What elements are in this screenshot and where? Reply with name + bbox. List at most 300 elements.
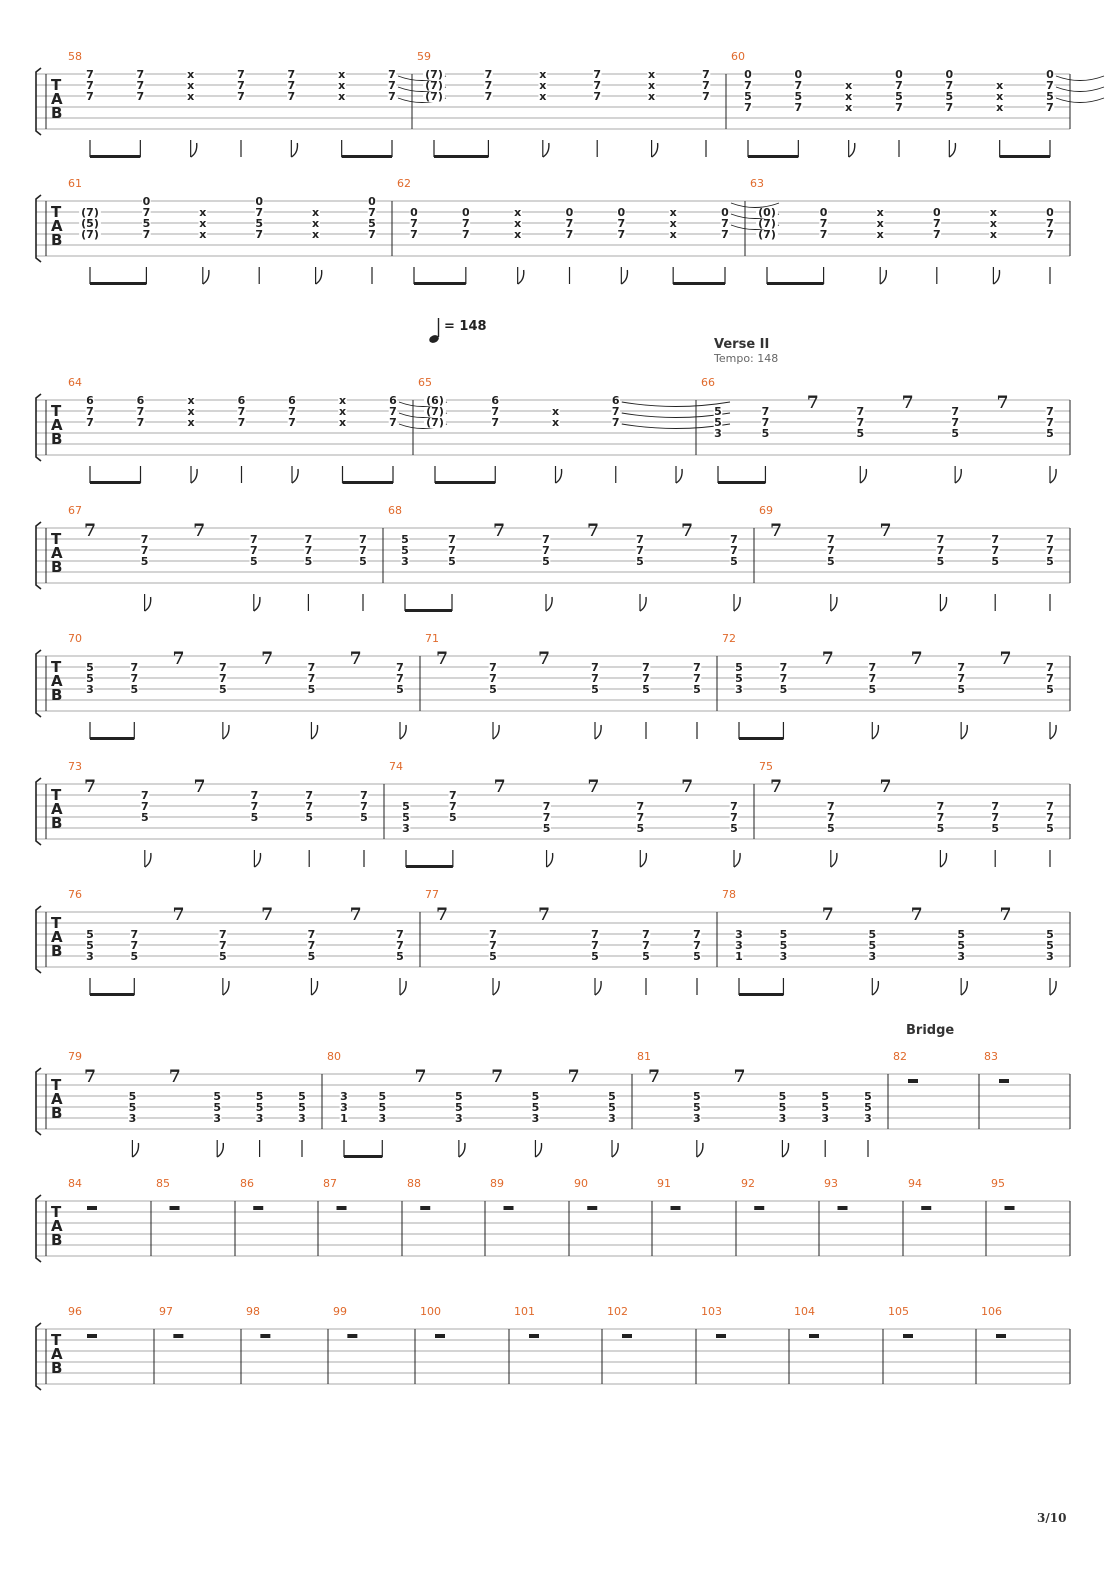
fret-number: 5 <box>378 1090 387 1103</box>
fret-number: 7 <box>951 405 959 418</box>
fret-number: 6 <box>389 394 397 407</box>
fret-number: x <box>551 405 560 418</box>
system-bracket <box>36 778 41 845</box>
fret-number: (7) <box>425 68 443 81</box>
fret-number: 0 <box>721 206 729 219</box>
fret-number: 7 <box>489 661 497 674</box>
fret-number: 5 <box>402 811 410 824</box>
measure <box>888 1305 913 1338</box>
fret-number: 7 <box>642 672 650 685</box>
beat <box>730 800 740 867</box>
measure-number: 65 <box>418 376 432 389</box>
eighth-beam <box>90 282 146 285</box>
note-flag <box>697 1143 703 1157</box>
measure <box>323 1177 347 1210</box>
beat <box>936 800 946 867</box>
fret-number: 5 <box>298 1090 306 1103</box>
fret-number: 3 <box>608 1112 616 1125</box>
fret-number: x <box>338 394 347 407</box>
measure-number: 66 <box>701 376 715 389</box>
beat <box>593 68 602 157</box>
fret-number: (7) <box>426 405 444 418</box>
measure-number: 62 <box>397 177 411 190</box>
fret-number: 5 <box>730 822 738 835</box>
fret-number: (7) <box>425 79 443 92</box>
fret-number: 7 <box>484 79 493 92</box>
note-flag <box>400 981 406 995</box>
measure-number: 64 <box>68 376 82 389</box>
fret-number: 5 <box>1046 683 1054 696</box>
fret-number: 5 <box>140 811 149 824</box>
system-bracket <box>36 1323 41 1390</box>
measure <box>407 1177 430 1210</box>
whole-rest <box>671 1206 681 1210</box>
whole-rest <box>999 1079 1009 1083</box>
measure-number: 71 <box>425 632 439 645</box>
fret-number: 7 <box>611 416 620 429</box>
fret-number: 5 <box>856 427 865 440</box>
fret-number: 3 <box>714 427 722 440</box>
measure <box>333 1305 357 1338</box>
measure <box>68 1305 97 1338</box>
beat <box>86 68 95 157</box>
measure-number: 104 <box>794 1305 815 1318</box>
fret-number: 1 <box>735 950 743 963</box>
fret-number: 7 <box>219 939 227 952</box>
whole-rest <box>903 1334 913 1338</box>
beat <box>84 521 96 541</box>
measure-number: 97 <box>159 1305 173 1318</box>
fret-number: 5 <box>128 1101 137 1114</box>
fret-number: 7 <box>636 800 645 813</box>
eighth-rest: 7 <box>414 1067 427 1087</box>
beat <box>693 928 702 995</box>
measure-number: 98 <box>246 1305 260 1318</box>
beat <box>676 466 682 483</box>
fret-number: 7 <box>761 416 770 429</box>
measure <box>722 888 1056 996</box>
beat <box>423 68 445 157</box>
measure-number: 100 <box>420 1305 441 1318</box>
staff-systems <box>36 50 1104 1390</box>
measure-number: 92 <box>741 1177 755 1190</box>
fret-number: 7 <box>237 79 245 92</box>
fret-number: 7 <box>617 217 626 230</box>
measure <box>417 50 710 158</box>
fret-number: x <box>187 405 195 418</box>
measure-number: 99 <box>333 1305 347 1318</box>
fret-number: 7 <box>591 661 599 674</box>
fret-number: 7 <box>360 789 368 802</box>
note-flag <box>223 725 229 739</box>
measure <box>750 177 1054 285</box>
fret-number: x <box>199 228 207 241</box>
note-flag <box>961 725 967 739</box>
fret-number: 7 <box>86 416 94 429</box>
fret-number: x <box>989 217 997 230</box>
measure-number: 70 <box>68 632 82 645</box>
note-flag <box>1050 725 1056 739</box>
fret-number: 5 <box>360 811 368 824</box>
fret-number: 7 <box>489 939 497 952</box>
system-bracket <box>36 650 41 717</box>
eighth-rest: 7 <box>168 1067 181 1087</box>
beat <box>608 1090 618 1157</box>
fret-number: 5 <box>307 950 316 963</box>
fret-number: 7 <box>702 68 710 81</box>
fret-number: 3 <box>1046 950 1054 963</box>
fret-number: 1 <box>340 1112 348 1125</box>
beat <box>86 394 95 483</box>
fret-number: 7 <box>255 228 264 241</box>
fret-number: 7 <box>140 544 149 557</box>
fret-number: 5 <box>396 683 404 696</box>
fret-number: 3 <box>340 1101 348 1114</box>
quarter-note-icon <box>428 318 440 344</box>
note-flag <box>940 597 946 611</box>
beat <box>340 1090 349 1157</box>
fret-number: 0 <box>932 206 941 219</box>
measure-number: 72 <box>722 632 736 645</box>
measure <box>68 1050 306 1157</box>
fret-number: 7 <box>565 217 574 230</box>
staff-system <box>36 50 1104 158</box>
fret-number: 3 <box>402 822 410 835</box>
eighth-rest: 7 <box>538 649 550 669</box>
fret-number: 5 <box>608 1101 616 1114</box>
eighth-rest: 7 <box>681 777 694 797</box>
fret-number: 5 <box>735 661 743 674</box>
fret-number: (7) <box>425 90 443 103</box>
fret-number: 7 <box>932 228 941 241</box>
measure <box>418 376 730 484</box>
fret-number: 5 <box>1046 555 1054 568</box>
tab-clef-letter: A <box>51 90 63 108</box>
fret-number: x <box>187 68 195 81</box>
fret-number: 7 <box>287 68 296 81</box>
beat <box>261 905 273 925</box>
fret-number: 5 <box>250 811 259 824</box>
fret-number: 7 <box>591 672 599 685</box>
note-flag <box>546 597 552 611</box>
measure <box>722 632 1056 740</box>
beat <box>491 394 500 483</box>
beat <box>588 777 600 797</box>
whole-rest <box>838 1206 848 1210</box>
measure <box>637 1050 872 1157</box>
beat <box>1046 800 1055 867</box>
fret-number: 7 <box>702 90 710 103</box>
fret-number: 5 <box>951 427 959 440</box>
fret-number: 7 <box>368 228 376 241</box>
fret-number: 7 <box>693 939 701 952</box>
fret-number: 7 <box>449 789 457 802</box>
fret-number: 5 <box>1046 928 1054 941</box>
fret-number: 0 <box>410 206 418 219</box>
measure <box>893 1050 918 1083</box>
fret-number: 7 <box>868 672 877 685</box>
fret-number: 7 <box>1046 101 1054 114</box>
fret-number: 7 <box>826 811 835 824</box>
beat <box>642 928 651 995</box>
beat <box>187 394 197 483</box>
beat <box>84 777 96 797</box>
note-flag <box>595 981 601 995</box>
fret-number: 5 <box>255 217 264 230</box>
beat <box>647 68 657 157</box>
eighth-beam <box>343 481 394 484</box>
fret-number: 7 <box>744 79 752 92</box>
fret-number: 7 <box>957 661 965 674</box>
fret-number: 5 <box>1046 939 1054 952</box>
fret-number: 5 <box>489 950 497 963</box>
fret-number: 5 <box>895 90 903 103</box>
note-flag <box>640 597 646 611</box>
eighth-beam <box>739 737 783 740</box>
fret-number: 7 <box>142 228 151 241</box>
fret-number: x <box>539 90 547 103</box>
measure <box>981 1305 1006 1338</box>
fret-number: 7 <box>484 68 493 81</box>
fret-number: x <box>996 101 1004 114</box>
fret-number: 5 <box>1046 427 1054 440</box>
fret-number: 7 <box>396 661 404 674</box>
beat <box>396 928 406 995</box>
fret-number: 7 <box>868 661 877 674</box>
fret-number: 0 <box>617 206 626 219</box>
measure <box>420 1305 445 1338</box>
beat <box>261 649 273 669</box>
fret-number: 7 <box>250 789 259 802</box>
note-flag <box>556 469 562 483</box>
fret-number: 5 <box>692 1090 701 1103</box>
fret-number: 5 <box>249 555 258 568</box>
note-flag <box>292 469 298 483</box>
measure-number: 96 <box>68 1305 82 1318</box>
eighth-rest: 7 <box>261 649 274 669</box>
note-flag <box>860 469 866 483</box>
system-bracket <box>36 1195 41 1262</box>
fret-number: 3 <box>821 1112 830 1125</box>
measure <box>68 888 406 996</box>
fret-number: x <box>514 217 522 230</box>
eighth-rest: 7 <box>491 1067 504 1087</box>
measure <box>68 1177 97 1210</box>
fret-number: 3 <box>86 683 94 696</box>
fret-number: 5 <box>693 950 701 963</box>
measure-number: 69 <box>759 504 773 517</box>
fret-number: 7 <box>611 405 620 418</box>
beat <box>169 1067 181 1087</box>
measure-number: 94 <box>908 1177 922 1190</box>
fret-number: 7 <box>86 79 94 92</box>
fret-number: x <box>648 79 656 92</box>
fret-number: x <box>312 228 320 241</box>
fret-number: 5 <box>821 1101 830 1114</box>
whole-rest <box>622 1334 632 1338</box>
beat <box>255 1090 264 1157</box>
fret-number: 7 <box>237 416 246 429</box>
fret-number: 5 <box>130 950 139 963</box>
fret-number: 7 <box>932 217 941 230</box>
fret-number: 7 <box>542 533 550 546</box>
measure <box>984 1050 1009 1083</box>
fret-number: x <box>539 68 547 81</box>
measure-number: 87 <box>323 1177 337 1190</box>
whole-rest <box>921 1206 931 1210</box>
fret-number: 7 <box>693 661 701 674</box>
fret-number: 7 <box>368 206 376 219</box>
eighth-rest: 7 <box>587 521 599 541</box>
fret-number: 5 <box>936 555 945 568</box>
beat <box>957 928 967 995</box>
measure <box>425 888 701 995</box>
beat <box>86 928 95 995</box>
note-flag <box>955 469 961 483</box>
fret-number: 7 <box>945 79 954 92</box>
beat <box>194 777 206 797</box>
fret-number: x <box>338 90 346 103</box>
fret-number: 7 <box>1046 533 1054 546</box>
fret-number: 3 <box>128 1112 137 1125</box>
fret-number: 7 <box>794 79 803 92</box>
page-number: 3/10 <box>1037 1511 1067 1525</box>
fret-number: 7 <box>130 672 139 685</box>
fret-number: x <box>338 79 346 92</box>
fret-number: 7 <box>130 661 139 674</box>
whole-rest <box>435 1334 445 1338</box>
measure-number: 105 <box>888 1305 909 1318</box>
fret-number: 7 <box>136 90 145 103</box>
whole-rest <box>716 1334 726 1338</box>
fret-number: 7 <box>744 101 752 114</box>
eighth-rest: 7 <box>493 777 506 797</box>
fret-number: 7 <box>288 405 296 418</box>
eighth-rest: 7 <box>193 521 206 541</box>
measure <box>824 1177 848 1210</box>
beat <box>415 1067 427 1087</box>
fret-number: 5 <box>794 90 803 103</box>
fret-number: 0 <box>142 195 151 208</box>
measure-number: 83 <box>984 1050 998 1063</box>
eighth-rest: 7 <box>879 521 892 541</box>
fret-number: 3 <box>340 1090 348 1103</box>
whole-rest <box>529 1334 539 1338</box>
fret-number: 5 <box>636 555 644 568</box>
fret-number: 7 <box>856 416 865 429</box>
fret-number: 7 <box>305 789 314 802</box>
eighth-beam <box>344 1155 382 1158</box>
eighth-beam <box>748 155 798 158</box>
measure <box>156 1177 180 1210</box>
fret-number: 7 <box>895 79 903 92</box>
eighth-rest: 7 <box>770 777 782 797</box>
eighth-rest: 7 <box>910 905 923 925</box>
whole-rest <box>504 1206 514 1210</box>
fret-number: 7 <box>636 544 644 557</box>
measure-number: 91 <box>657 1177 671 1190</box>
note-flag <box>145 853 151 867</box>
note-flag <box>993 270 999 284</box>
whole-rest <box>420 1206 430 1210</box>
fret-number: x <box>187 79 195 92</box>
whole-rest <box>170 1206 180 1210</box>
beat <box>807 393 819 413</box>
note-flag <box>782 1143 788 1157</box>
staff-system <box>36 632 1070 740</box>
note-flag <box>849 143 855 157</box>
fret-number: x <box>187 416 195 429</box>
whole-rest <box>253 1206 263 1210</box>
fret-number: 7 <box>237 90 245 103</box>
fret-number: 7 <box>448 544 456 557</box>
eighth-beam <box>90 481 141 484</box>
note-flag <box>217 1143 223 1157</box>
fret-number: 7 <box>779 661 788 674</box>
fret-number: 7 <box>219 672 227 685</box>
eighth-beam <box>718 481 765 484</box>
fret-number: x <box>996 90 1004 103</box>
beat <box>136 394 145 483</box>
whole-rest <box>347 1334 357 1338</box>
beat <box>911 649 923 669</box>
beat <box>827 800 837 867</box>
fret-number: 5 <box>449 811 457 824</box>
fret-number: 7 <box>957 672 965 685</box>
beat <box>237 394 246 483</box>
fret-number: x <box>876 228 884 241</box>
fret-number: 7 <box>936 533 945 546</box>
measure <box>741 1177 764 1210</box>
fret-number: (6) <box>426 394 444 407</box>
fret-number: 5 <box>542 555 550 568</box>
measure-number: 80 <box>327 1050 341 1063</box>
fret-number: x <box>876 206 884 219</box>
beat <box>735 928 744 995</box>
note-flag <box>734 853 740 867</box>
fret-number: 5 <box>744 90 752 103</box>
tab-clef-letter: B <box>51 1231 63 1249</box>
beat <box>822 905 834 925</box>
note-flag <box>831 597 837 611</box>
fret-number: 5 <box>730 555 738 568</box>
note-flag <box>547 853 553 867</box>
measure-number: 63 <box>750 177 764 190</box>
eighth-rest: 7 <box>172 649 185 669</box>
measure <box>908 1177 931 1210</box>
measure <box>388 504 740 612</box>
note-flag <box>311 725 317 739</box>
whole-rest <box>587 1206 597 1210</box>
eighth-rest: 7 <box>261 905 274 925</box>
eighth-beam <box>406 865 453 868</box>
measure-number: 84 <box>68 1177 82 1190</box>
fret-number: 7 <box>130 928 139 941</box>
tab-clef-letter: B <box>51 231 63 249</box>
measure <box>701 1305 726 1338</box>
note-flag <box>612 1143 618 1157</box>
fret-number: 5 <box>945 90 954 103</box>
fret-number: 3 <box>378 1112 387 1125</box>
fret-number: (7) <box>81 228 99 241</box>
fret-number: 7 <box>307 939 316 952</box>
whole-rest <box>996 1334 1006 1338</box>
note-flag <box>132 1143 138 1157</box>
fret-number: 5 <box>868 939 877 952</box>
tab-clef-letter: T <box>51 1331 62 1349</box>
fret-number: 7 <box>642 939 650 952</box>
note-flag <box>621 270 627 284</box>
